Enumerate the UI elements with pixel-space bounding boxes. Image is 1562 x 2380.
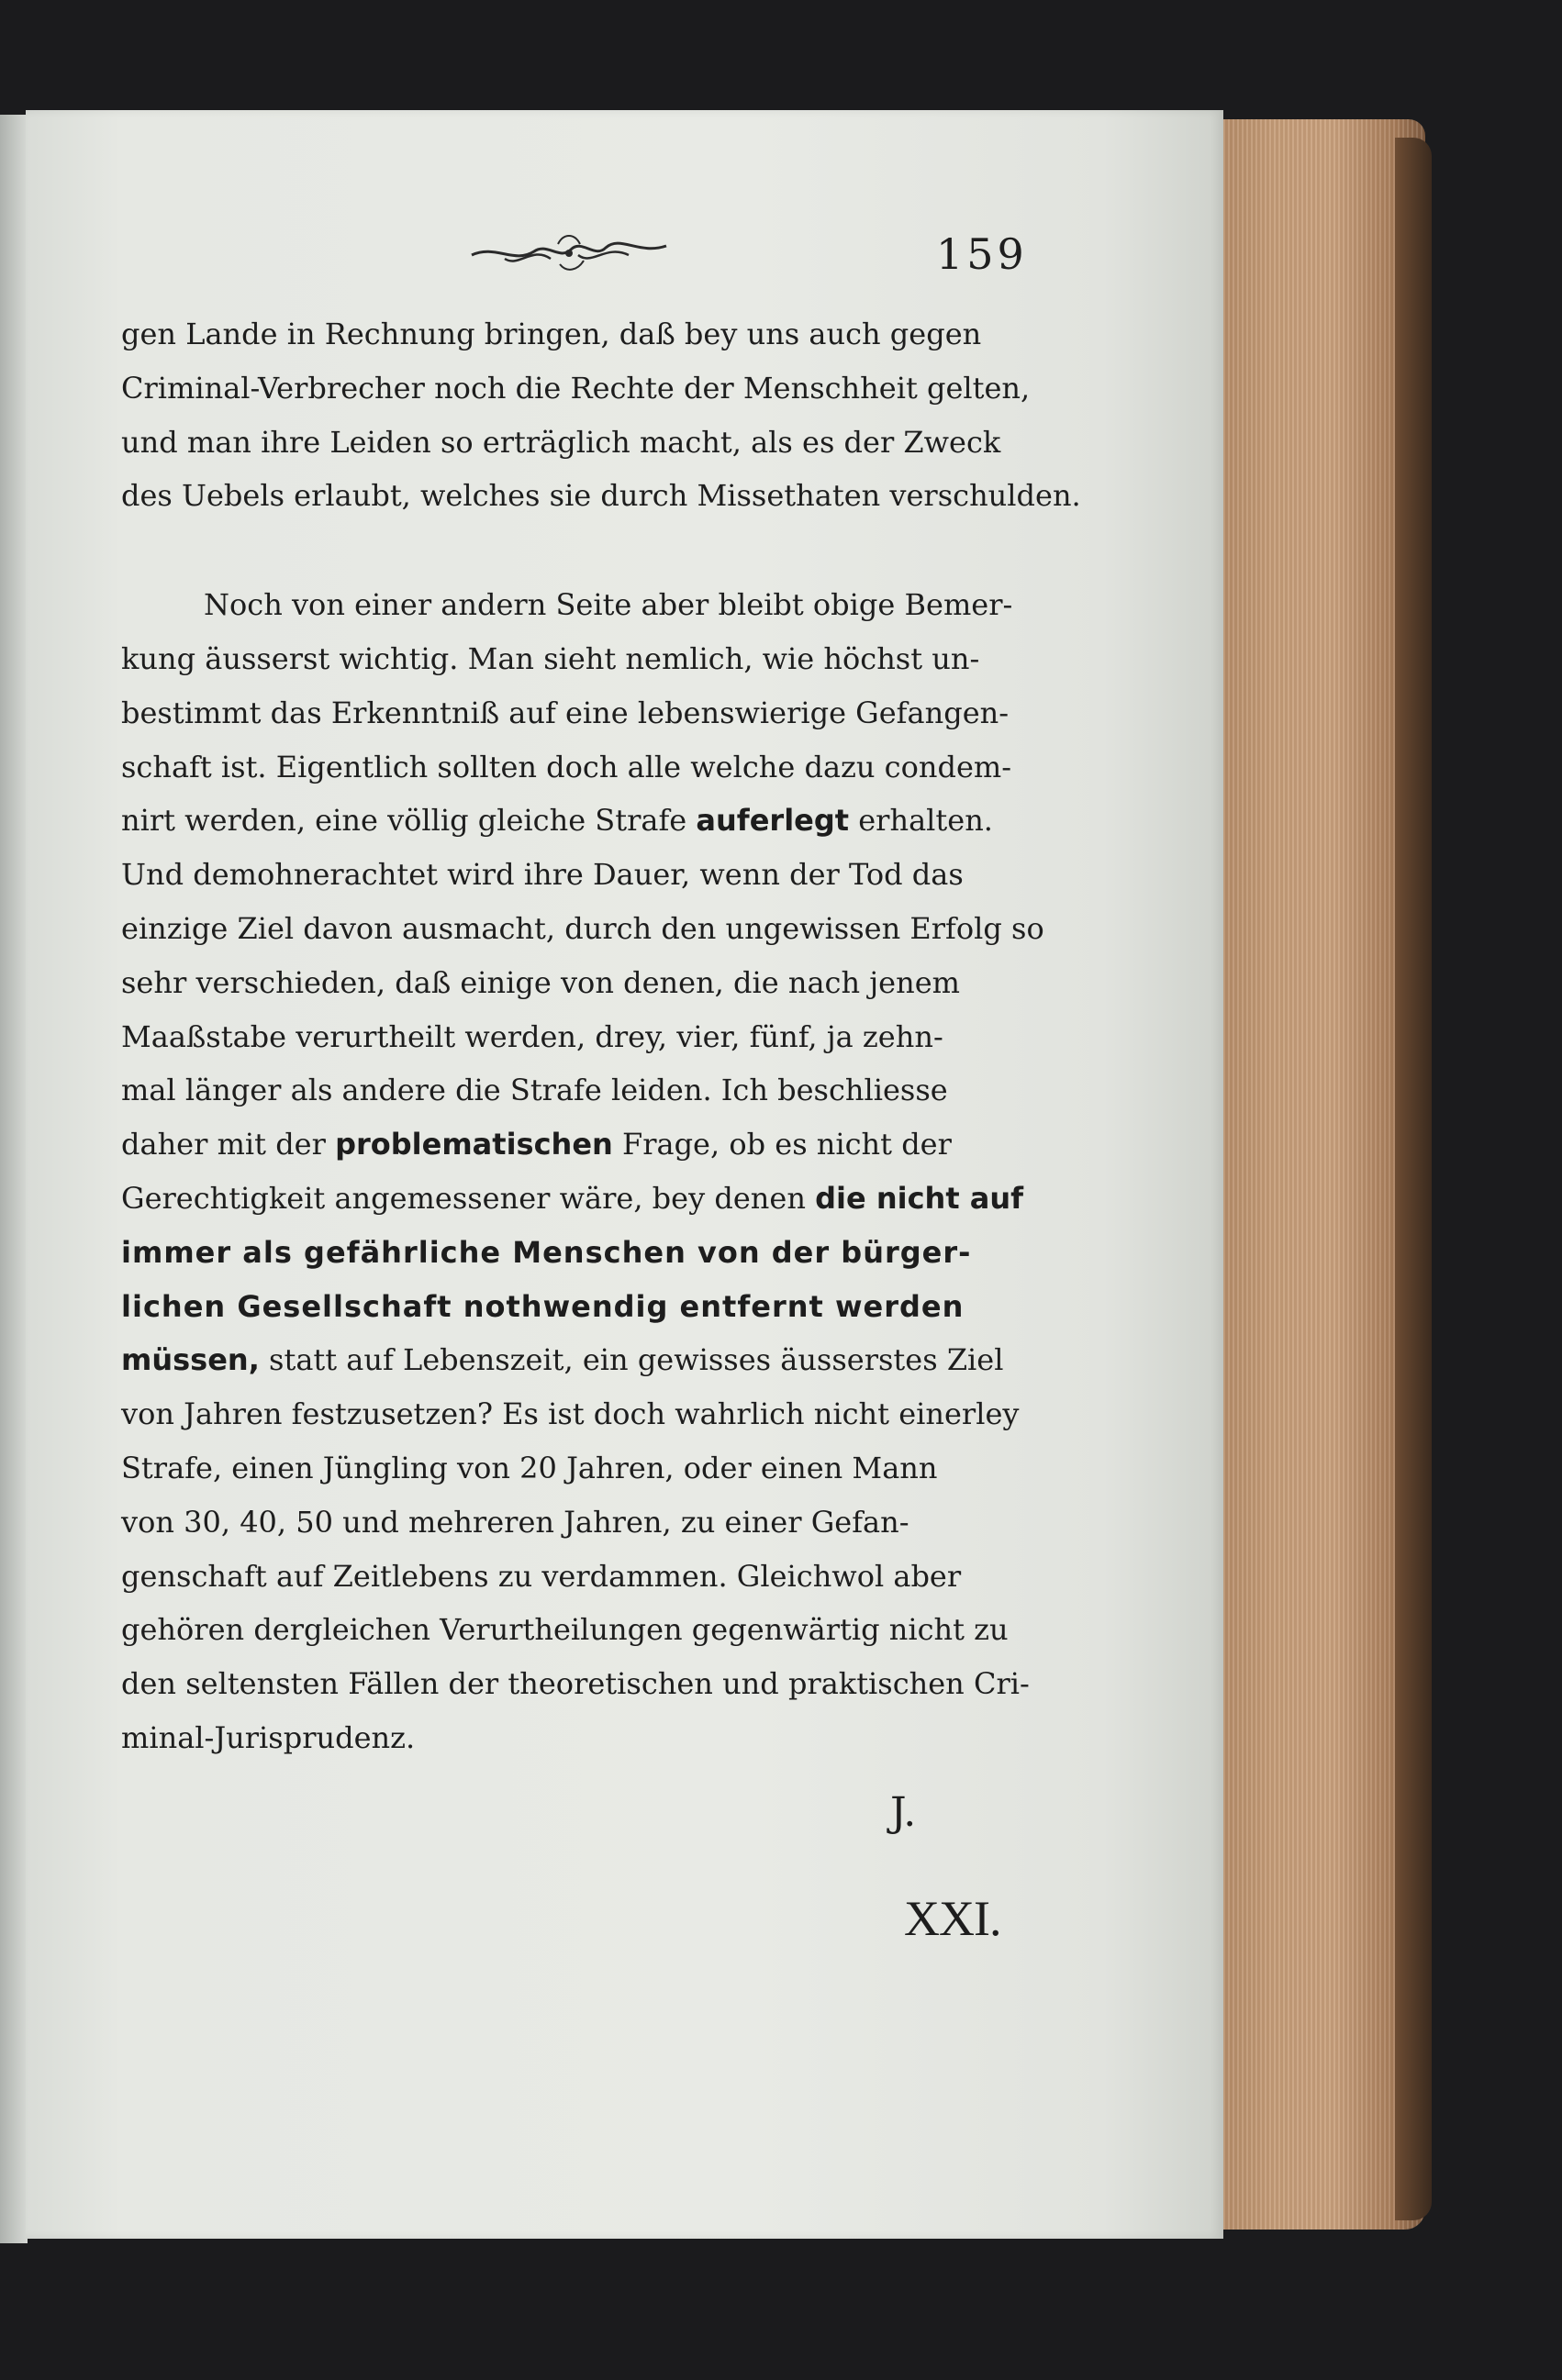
text-line: Strafe, einen Jüngling von 20 Jahren, oder einen Mann [121, 1450, 938, 1485]
text-run: nirt werden, eine völlig gleiche Strafe [121, 803, 687, 839]
text-line: Und demohnerachtet wird ihre Dauer, wenn der Tod das [121, 857, 964, 893]
emphasized-text: lichen Gesellschaft nothwendig entfernt werden [121, 1288, 965, 1324]
text-line: einzige Ziel davon ausmacht, durch den ungewissen Erfolg so [121, 910, 1044, 946]
previous-page-edge [0, 115, 28, 2243]
text-line: Noch von einer andern Seite aber bleibt obige Bemer- [204, 587, 1013, 623]
text-run: daher mit der [121, 1127, 326, 1162]
header-ornament-icon [468, 228, 670, 279]
text-line: genschaft auf Zeitlebens zu verdammen. Gleichwol aber [121, 1558, 962, 1594]
emphasized-text: problematischen [335, 1127, 613, 1162]
text-line: gehören dergleichen Verurtheilungen gegenwärtig nicht zu [121, 1612, 1009, 1648]
text-line: minal-Jurisprudenz. [121, 1719, 416, 1755]
emphasized-text: müssen, [121, 1342, 260, 1378]
text-line [121, 1226, 1025, 1280]
text-line [121, 1172, 1025, 1226]
next-chapter-heading: XXI. [904, 1891, 1001, 1946]
body-text [121, 307, 1081, 1765]
text-line: und man ihre Leiden so erträglich macht, als es der Zweck [121, 424, 1001, 460]
paragraph [121, 578, 1044, 1765]
page-number: 159 [936, 229, 1028, 279]
catchword: J. [890, 1789, 917, 1836]
text-run: Gerechtigkeit angemessener wäre, bey denen [121, 1180, 806, 1216]
text-line [121, 1118, 1025, 1172]
emphasized-text: die nicht auf [815, 1180, 1024, 1216]
book-cover-edge [1395, 138, 1432, 2220]
text-run: Frage, ob es nicht der [621, 1127, 952, 1162]
text-line [121, 794, 1025, 848]
text-line: schaft ist. Eigentlich sollten doch alle welche dazu condem- [121, 749, 1012, 784]
text-line [121, 1333, 1025, 1387]
text-run: erhalten. [858, 803, 993, 839]
paragraph [121, 307, 1081, 523]
text-line [121, 1280, 1025, 1334]
text-line: den seltensten Fällen der theoretischen und praktischen Cri- [121, 1666, 1030, 1702]
text-line: kung äusserst wichtig. Man sieht nemlich, wie höchst un- [121, 640, 980, 676]
text-line: des Uebels erlaubt, welches sie durch Missethaten verschulden. [121, 478, 1081, 514]
paragraph-gap [121, 523, 1025, 578]
emphasized-text: auferlegt [696, 803, 850, 839]
text-line: von Jahren festzusetzen? Es ist doch wahrlich nicht einerley [121, 1396, 1020, 1432]
text-line: Criminal-Verbrecher noch die Rechte der Menschheit gelten, [121, 370, 1031, 406]
text-line: von 30, 40, 50 und mehreren Jahren, zu einer Gefan- [121, 1504, 909, 1540]
text-line: sehr verschieden, daß einige von denen, die nach jenem [121, 964, 960, 1000]
text-line: mal länger als andere die Strafe leiden. Ich beschliesse [121, 1073, 948, 1108]
text-line: bestimmt das Erkenntniß auf eine lebenswierige Gefangen- [121, 695, 1010, 730]
text-line: gen Lande in Rechnung bringen, daß bey uns auch gegen [121, 317, 982, 351]
text-line: Maaßstabe verurtheilt werden, drey, vier, fünf, ja zehn- [121, 1018, 943, 1054]
emphasized-text: immer als gefährliche Menschen von der bürger- [121, 1234, 972, 1270]
text-run: statt auf Lebenszeit, ein gewisses äusserstes Ziel [269, 1342, 1004, 1378]
